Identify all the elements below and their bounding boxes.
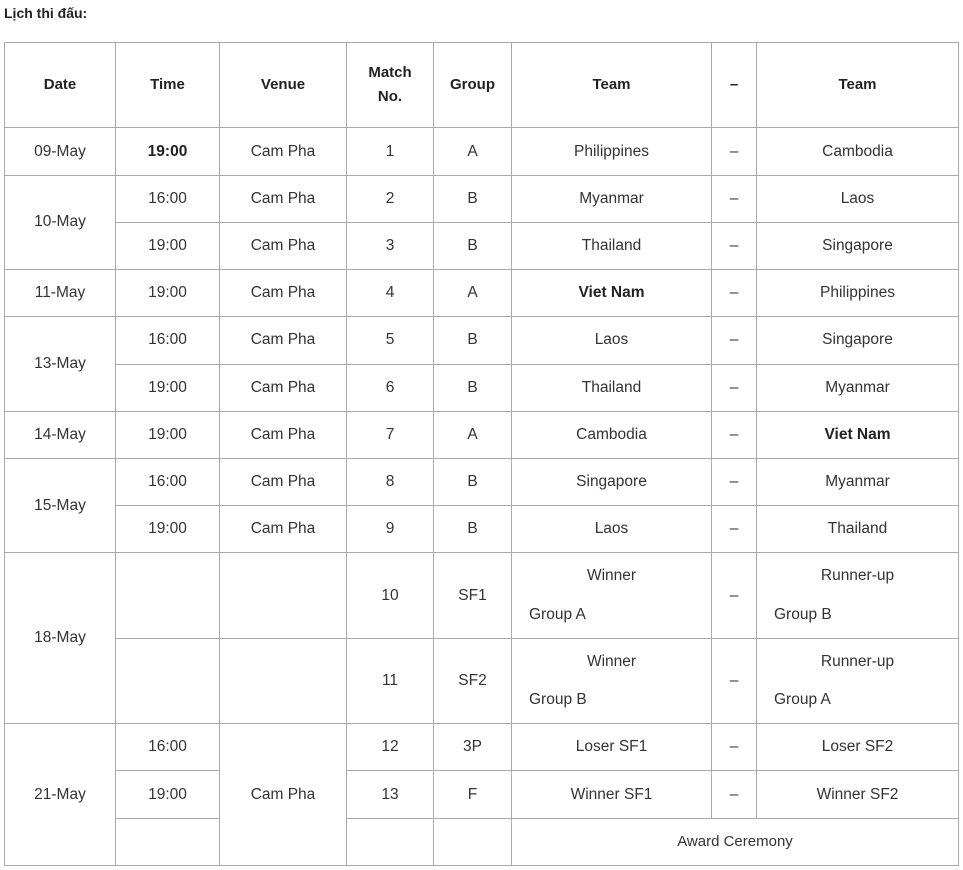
match-no-cell: 8 <box>347 458 434 505</box>
group-cell: SF2 <box>434 638 512 723</box>
page-heading: Lịch thi đấu: <box>4 5 88 21</box>
team1-line1: Winner <box>586 652 637 670</box>
date-cell: 15-May <box>5 458 116 552</box>
team2-cell: Singapore <box>757 222 959 269</box>
match-no-cell <box>347 818 434 865</box>
match-no-cell: 7 <box>347 411 434 458</box>
date-cell: 18-May <box>5 553 116 724</box>
dash-cell: – <box>712 506 757 553</box>
team1-cell: Philippines <box>512 128 712 175</box>
time-cell: 16:00 <box>116 175 220 222</box>
time-cell: 19:00 <box>116 270 220 317</box>
team2-line1: Runner-up <box>820 652 895 670</box>
team2-cell: Loser SF2 <box>757 724 959 771</box>
team2-cell: Myanmar <box>757 458 959 505</box>
date-cell: 10-May <box>5 175 116 269</box>
date-cell: 11-May <box>5 270 116 317</box>
dash-cell: – <box>712 175 757 222</box>
team1-cell: Laos <box>512 317 712 364</box>
team2-cell: Winner SF2 <box>757 771 959 818</box>
dash-cell: – <box>712 638 757 723</box>
venue-cell: Cam Pha <box>220 128 347 175</box>
time-cell: 16:00 <box>116 724 220 771</box>
table-row <box>5 128 959 175</box>
table-row <box>5 458 959 505</box>
dash-cell: – <box>712 222 757 269</box>
dash-cell: – <box>712 270 757 317</box>
team1-cell: Singapore <box>512 458 712 505</box>
table-row <box>5 638 959 723</box>
group-cell: A <box>434 128 512 175</box>
match-no-cell: 9 <box>347 506 434 553</box>
match-no-cell: 12 <box>347 724 434 771</box>
dash-cell: – <box>712 411 757 458</box>
team2-line2: Group B <box>774 605 832 623</box>
dash-cell: – <box>712 724 757 771</box>
team2-line1: Runner-up <box>820 567 895 585</box>
team1-cell: Viet Nam <box>512 270 712 317</box>
table-row <box>5 818 959 865</box>
match-no-cell: 1 <box>347 128 434 175</box>
date-cell: 14-May <box>5 411 116 458</box>
time-cell: 19:00 <box>116 411 220 458</box>
table-row <box>5 724 959 771</box>
dash-cell: – <box>712 458 757 505</box>
time-cell: 19:00 <box>116 128 220 175</box>
header-team-2: Team <box>757 43 959 128</box>
team1-line2: Group B <box>529 691 587 709</box>
group-cell: B <box>434 222 512 269</box>
venue-cell: Cam Pha <box>220 175 347 222</box>
venue-cell: Cam Pha <box>220 270 347 317</box>
header-dash: – <box>712 43 757 128</box>
team2-cell: Viet Nam <box>757 411 959 458</box>
table-row <box>5 771 959 818</box>
award-ceremony-cell: Award Ceremony <box>512 818 959 865</box>
team1-line1: Winner <box>586 567 637 585</box>
match-no-cell: 10 <box>347 553 434 638</box>
team2-cell: Laos <box>757 175 959 222</box>
team2-cell: Thailand <box>757 506 959 553</box>
table-row <box>5 553 959 638</box>
header-team-1: Team <box>512 43 712 128</box>
venue-cell: Cam Pha <box>220 222 347 269</box>
team1-cell <box>512 638 712 723</box>
date-cell: 21-May <box>5 724 116 866</box>
time-cell: 19:00 <box>116 506 220 553</box>
time-cell <box>116 553 220 638</box>
venue-cell: Cam Pha <box>220 364 347 411</box>
header-time: Time <box>116 43 220 128</box>
table-row <box>5 506 959 553</box>
dash-cell: – <box>712 553 757 638</box>
group-cell: 3P <box>434 724 512 771</box>
group-cell: B <box>434 317 512 364</box>
time-cell: 19:00 <box>116 771 220 818</box>
match-no-cell: 13 <box>347 771 434 818</box>
header-group: Group <box>434 43 512 128</box>
venue-cell <box>220 638 347 723</box>
team1-cell: Laos <box>512 506 712 553</box>
venue-cell: Cam Pha <box>220 724 347 866</box>
team1-cell: Winner SF1 <box>512 771 712 818</box>
match-no-cell: 4 <box>347 270 434 317</box>
table-row <box>5 222 959 269</box>
dash-cell: – <box>712 317 757 364</box>
header-venue: Venue <box>220 43 347 128</box>
group-cell: SF1 <box>434 553 512 638</box>
team1-cell: Thailand <box>512 222 712 269</box>
header-match-no-line2: No. <box>377 88 403 106</box>
table-row <box>5 270 959 317</box>
dash-cell: – <box>712 364 757 411</box>
group-cell: B <box>434 506 512 553</box>
time-cell: 19:00 <box>116 222 220 269</box>
team1-cell: Myanmar <box>512 175 712 222</box>
table-row <box>5 411 959 458</box>
team1-cell: Loser SF1 <box>512 724 712 771</box>
match-no-cell: 11 <box>347 638 434 723</box>
group-cell: F <box>434 771 512 818</box>
time-cell: 16:00 <box>116 458 220 505</box>
group-cell <box>434 818 512 865</box>
venue-cell: Cam Pha <box>220 411 347 458</box>
team2-cell <box>757 638 959 723</box>
team2-cell: Singapore <box>757 317 959 364</box>
dash-cell: – <box>712 771 757 818</box>
dash-cell: – <box>712 128 757 175</box>
venue-cell: Cam Pha <box>220 458 347 505</box>
team2-cell: Philippines <box>757 270 959 317</box>
header-match-no-line1: Match <box>368 64 412 82</box>
venue-cell: Cam Pha <box>220 317 347 364</box>
group-cell: B <box>434 364 512 411</box>
team2-cell: Cambodia <box>757 128 959 175</box>
group-cell: A <box>434 411 512 458</box>
venue-cell <box>220 553 347 638</box>
group-cell: B <box>434 458 512 505</box>
match-schedule-table <box>4 42 959 866</box>
header-date: Date <box>5 43 116 128</box>
team1-cell <box>512 553 712 638</box>
match-no-cell: 6 <box>347 364 434 411</box>
table-row <box>5 175 959 222</box>
match-no-cell: 5 <box>347 317 434 364</box>
date-cell: 09-May <box>5 128 116 175</box>
time-cell <box>116 638 220 723</box>
table-header-row <box>5 43 959 128</box>
table-row <box>5 317 959 364</box>
group-cell: A <box>434 270 512 317</box>
venue-cell: Cam Pha <box>220 506 347 553</box>
team1-cell: Thailand <box>512 364 712 411</box>
time-cell <box>116 818 220 865</box>
header-match-no <box>347 43 434 128</box>
team1-line2: Group A <box>529 605 586 623</box>
team2-line2: Group A <box>774 691 831 709</box>
time-cell: 19:00 <box>116 364 220 411</box>
date-cell: 13-May <box>5 317 116 411</box>
match-no-cell: 3 <box>347 222 434 269</box>
group-cell: B <box>434 175 512 222</box>
table-row <box>5 364 959 411</box>
team2-cell: Myanmar <box>757 364 959 411</box>
team2-cell <box>757 553 959 638</box>
time-cell: 16:00 <box>116 317 220 364</box>
team1-cell: Cambodia <box>512 411 712 458</box>
match-no-cell: 2 <box>347 175 434 222</box>
